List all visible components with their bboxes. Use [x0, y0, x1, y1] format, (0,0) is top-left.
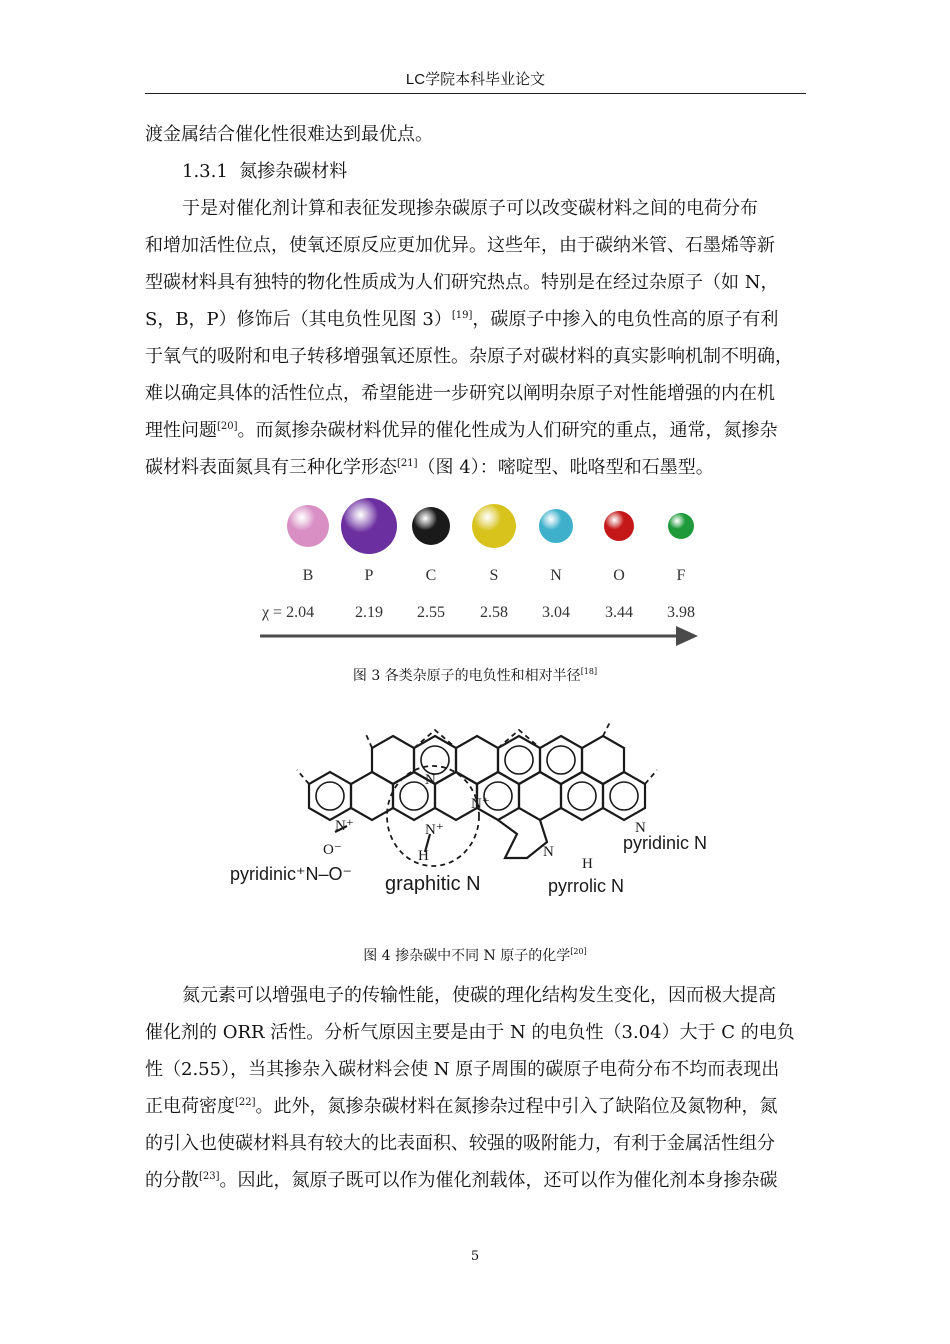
- atom-sphere-c: [412, 507, 450, 545]
- trend-arrow-head: [676, 626, 698, 646]
- paragraph-line: 渡金属结合催化性很难达到最优点。: [145, 124, 433, 145]
- section-number: 1.3.1: [182, 161, 228, 182]
- electronegativity-value: 2.58: [480, 604, 508, 621]
- figure3-caption: [0, 665, 950, 685]
- paragraph-line: 于氧气的吸附和电子转移增强氧还原性。杂原子对碳材料的真实影响机制不明确，: [145, 346, 793, 367]
- element-symbol: P: [364, 567, 374, 584]
- text-span: ，碳原子中掺入的电负性高的原子有利: [472, 309, 779, 330]
- paragraph-line: 氮元素可以增强电子的传输性能，使碳的理化结构发生变化，因而极大提高: [182, 985, 776, 1006]
- atom-label: N⁺: [335, 818, 354, 834]
- text-span: 正电荷密度: [145, 1096, 235, 1117]
- atom-label: N⁺: [425, 822, 444, 838]
- paragraph-line: [145, 419, 778, 443]
- ring: [372, 736, 414, 784]
- caption-text: 图 3 各类杂原子的电负性和相对半径: [352, 668, 581, 684]
- citation: [20]: [217, 421, 238, 432]
- paragraph-line: [145, 308, 778, 332]
- element-symbol: O: [613, 567, 625, 584]
- ring: [582, 736, 624, 784]
- text-span: 。此外，氮掺杂碳材料在氮掺杂过程中引入了缺陷位及氮物种，氮: [255, 1096, 778, 1117]
- text-span: 。因此，氮原子既可以作为催化剂载体，还可以作为催化剂本身掺杂碳: [219, 1170, 778, 1191]
- section-heading: [182, 160, 347, 184]
- atom-label: H: [418, 848, 429, 864]
- atom-label: N: [425, 772, 436, 788]
- element-symbol: N: [550, 567, 562, 584]
- running-header: LC学院本科毕业论文: [405, 71, 546, 88]
- aromatic-circle: [421, 746, 449, 774]
- atom-sphere-n: [539, 509, 573, 543]
- electronegativity-value: χ = 2.04: [261, 604, 315, 621]
- text-span: 。而氮掺杂碳材料优异的催化性成为人们研究的重点，通常，氮掺杂: [237, 420, 778, 441]
- text-span: （图 4）：嘧啶型、吡咯型和石墨型。: [417, 457, 714, 478]
- dashed-bond: [603, 722, 610, 736]
- text-span: 碳材料表面氮具有三种化学形态: [145, 457, 397, 478]
- ring: [456, 736, 498, 784]
- aromatic-circle: [547, 746, 575, 774]
- dashed-bond: [297, 770, 309, 784]
- atom-label: N: [543, 844, 554, 860]
- paragraph-line: 催化剂的 ORR 活性。分析气原因主要是由于 N 的电负性（3.04）大于 C 的电负: [145, 1022, 795, 1043]
- atom-sphere-p: [341, 498, 397, 554]
- electronegativity-value: 3.98: [667, 604, 695, 621]
- paragraph-line: 于是对催化剂计算和表征发现掺杂碳原子可以改变碳材料之间的电荷分布: [182, 198, 758, 219]
- header-rule: [145, 93, 806, 94]
- aromatic-circle: [568, 782, 596, 810]
- paragraph-line: 的引入也使碳材料具有较大的比表面积、较强的吸附能力，有利于金属活性组分: [145, 1133, 775, 1154]
- page-number: 5: [470, 1249, 480, 1264]
- label-pyridinic-oxide: pyridinic⁺N–O⁻: [230, 864, 353, 884]
- atom-sphere-b: [287, 505, 329, 547]
- paragraph-line: 性（2.55），当其掺杂入碳材料会使 N 原子周围的碳原子电荷分布不均而表现出: [145, 1059, 780, 1080]
- atom-sphere-f: [668, 513, 694, 539]
- element-symbol: S: [489, 567, 499, 584]
- electronegativity-value: 3.04: [542, 604, 570, 621]
- electronegativity-value: 3.44: [605, 604, 633, 621]
- aromatic-circle: [316, 782, 344, 810]
- electronegativity-value: 2.55: [417, 604, 445, 621]
- paragraph-line: [145, 456, 714, 480]
- text-span: S，B，P）修饰后（其电负性见图 3）: [145, 309, 452, 330]
- citation: [19]: [451, 310, 473, 321]
- section-title: 氮掺杂碳材料: [239, 161, 348, 182]
- caption-text: 图 4 掺杂碳中不同 N 原子的化学: [363, 948, 571, 964]
- paragraph-line: [145, 1095, 778, 1119]
- atom-label: N⁺: [471, 796, 490, 812]
- dashed-bond: [645, 770, 657, 784]
- nitrogen-doping-structure: [225, 712, 725, 902]
- citation: [23]: [199, 1171, 220, 1182]
- aromatic-circle: [505, 746, 533, 774]
- electronegativity-figure: [260, 495, 710, 655]
- text-span: 的分散: [145, 1170, 199, 1191]
- element-symbol: F: [676, 567, 686, 584]
- label-pyridinic: pyridinic N: [623, 833, 708, 853]
- paragraph-line: 型碳材料具有独特的物化性质成为人们研究热点。特别是在经过杂原子（如 N，: [145, 272, 779, 293]
- citation: [18]: [580, 667, 598, 676]
- atom-sphere-s: [472, 504, 516, 548]
- pyrrole-bonds: [498, 820, 547, 858]
- element-symbol: C: [425, 567, 437, 584]
- atom-label: H: [582, 856, 593, 872]
- citation: [22]: [235, 1097, 256, 1108]
- aromatic-circle: [610, 782, 638, 810]
- paragraph-line: 和增加活性位点，使氧还原反应更加优异。这些年，由于碳纳米管、石墨烯等新: [145, 235, 775, 256]
- label-graphitic: graphitic N: [385, 873, 481, 895]
- citation: [21]: [397, 458, 418, 469]
- label-pyrrolic: pyrrolic N: [548, 876, 625, 896]
- atom-sphere-o: [604, 511, 634, 541]
- atom-label: O⁻: [323, 842, 342, 858]
- atom-label: N: [635, 820, 646, 836]
- citation: [20]: [570, 947, 587, 956]
- paragraph-line: 难以确定具体的活性位点，希望能进一步研究以阐明杂原子对性能增强的内在机: [145, 383, 775, 404]
- electronegativity-value: 2.19: [355, 604, 383, 621]
- paragraph-line: [145, 1169, 778, 1193]
- text-span: 理性问题: [145, 420, 217, 441]
- dashed-bond: [365, 732, 372, 748]
- aromatic-circle: [400, 782, 428, 810]
- element-symbol: B: [302, 567, 314, 584]
- figure4-caption: [0, 945, 950, 965]
